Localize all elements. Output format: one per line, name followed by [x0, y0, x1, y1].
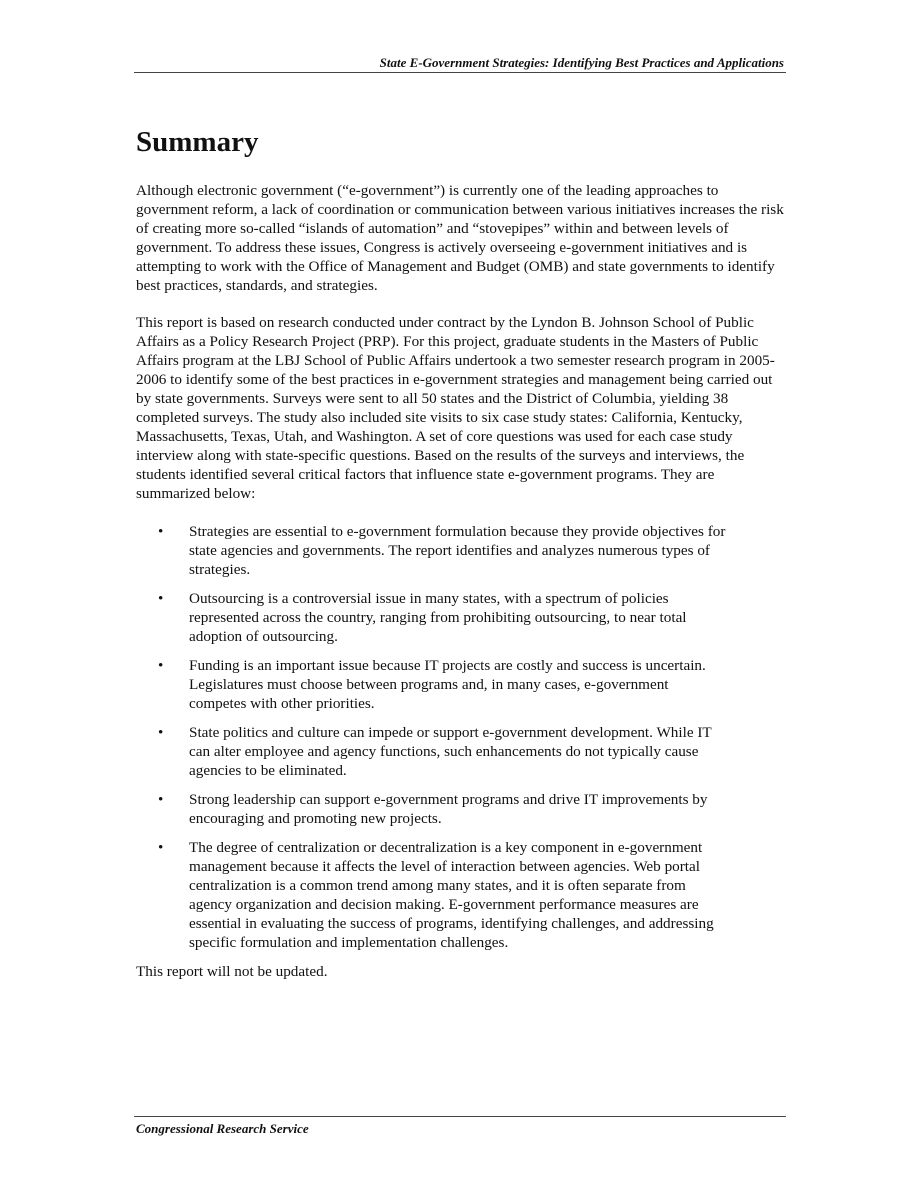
bullet-icon: • [158, 523, 164, 540]
list-item-text: State politics and culture can impede or support e-government development. While IT can alter employee and agency functions, such enhancements do not typically cause agencies to be eliminated. [189, 724, 712, 779]
main-content [136, 124, 786, 981]
list-item-text: Strong leadership can support e-government programs and drive IT improvements by encouraging and promoting new projects. [189, 791, 708, 827]
bullet-icon: • [158, 839, 164, 856]
summary-paragraph-2: This report is based on research conducted under contract by the Lyndon B. Johnson School of Public Affairs as a Policy Research Project (PRP). For this project, graduate students in the Masters of Public Affairs program at the LBJ School of Public Affairs undertook a two semester research program in 2005-2006 to identify some of the best practices in e-government strategies and management being carried out by state governments. Surveys were sent to all 50 states and the District of Columbia, yielding 38 completed surveys. The study also included site visits to six case study states: California, Kentucky, Massachusetts, Texas, Utah, and Washington. A set of core questions was used for each case study interview along with state-specific questions. Based on the results of the surveys and interviews, the students identified several critical factors that influence state e-government programs. They are summarized below: [136, 314, 775, 502]
bullet-icon: • [158, 724, 164, 741]
bullet-icon: • [158, 791, 164, 808]
list-item-text: Outsourcing is a controversial issue in many states, with a spectrum of policies represented across the country, ranging from prohibiting outsourcing, to near total adoption of outsourcing. [189, 590, 687, 645]
running-header [134, 55, 786, 73]
bullet-icon: • [158, 657, 164, 674]
list-item-text: The degree of centralization or decentralization is a key component in e-government management because it affects the level of interaction between agencies. Web portal centralization is a common trend among many states, and it is often separate from agency organization and decision making. E-government performance measures are essential in evaluating the success of programs, identifying challenges, and addressing specific formulation and implementation challenges. [189, 839, 714, 951]
closing-note: This report will not be updated. [136, 963, 328, 980]
list-item [136, 522, 729, 579]
critical-factors-list [136, 522, 786, 952]
list-item-text: Funding is an important issue because IT projects are costly and success is uncertain. Legislatures must choose between programs and, in many cases, e-government competes with other priorities. [189, 657, 706, 712]
list-item [136, 790, 729, 828]
running-header-title: State E-Government Strategies: Identifying Best Practices and Applications [379, 55, 784, 70]
list-item [136, 589, 729, 646]
page-title: Summary [136, 126, 259, 158]
list-item [136, 838, 729, 952]
footer-organization: Congressional Research Service [136, 1121, 309, 1136]
bullet-icon: • [158, 590, 164, 607]
running-footer [134, 1116, 786, 1137]
summary-paragraph-1: Although electronic government (“e-government”) is currently one of the leading approaches to government reform, a lack of coordination or communication between various initiatives increases the risk of creating more so-called “islands of automation” and “stovepipes” within and between levels of government. To address these issues, Congress is actively overseeing e-government initiatives and is attempting to work with the Office of Management and Budget (OMB) and state governments to identify best practices, standards, and strategies. [136, 182, 784, 294]
list-item-text: Strategies are essential to e-government formulation because they provide objectives for state agencies and governments. The report identifies and analyzes numerous types of strategies. [189, 523, 726, 578]
list-item [136, 656, 729, 713]
list-item [136, 723, 729, 780]
